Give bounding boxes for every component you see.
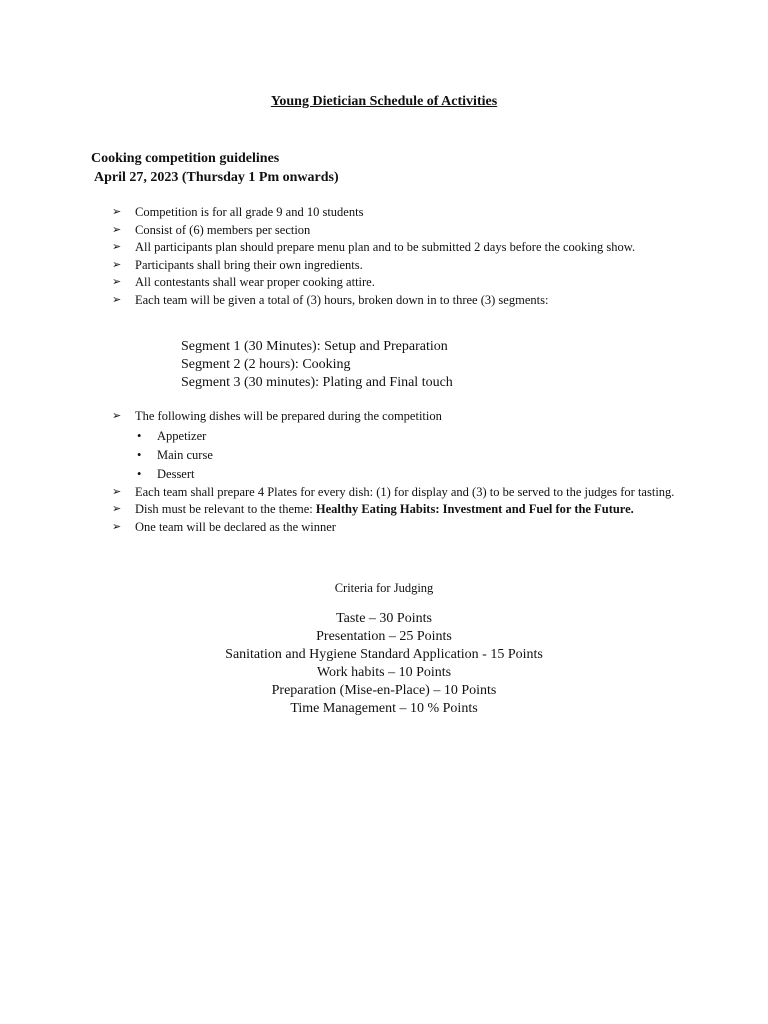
guideline-text: Consist of (6) members per section (135, 222, 311, 237)
list-item (112, 484, 678, 502)
list-item (112, 274, 678, 292)
list-item (135, 465, 678, 484)
criteria-item: Preparation (Mise-en-Place) – 10 Points (271, 683, 497, 698)
arrow-bullet-icon: ➢ (112, 258, 122, 271)
dish-name: Main curse (157, 447, 213, 462)
arrow-bullet-icon: ➢ (112, 485, 122, 498)
list-item (135, 427, 678, 446)
document-title: Young Dietician Schedule of Activities (270, 94, 498, 109)
arrow-bullet-icon: ➢ (112, 206, 122, 218)
list-item (112, 519, 678, 537)
dot-bullet-icon: • (137, 428, 142, 443)
segments-block (181, 338, 453, 392)
guideline-text: Participants shall bring their own ingredients. (135, 257, 363, 272)
guideline-text: Each team will be given a total of (3) hours, broken down in to three (3) segments: (135, 292, 549, 307)
theme-text: Healthy Eating Habits: Investment and Fuel for the Future. (315, 502, 634, 516)
guidelines-list (112, 204, 678, 309)
list-item (112, 408, 678, 484)
criteria-item: Presentation – 25 Points (316, 629, 452, 644)
segment-line: Segment 1 (30 Minutes): Setup and Preparation (181, 339, 448, 354)
criteria-title: Criteria for Judging (334, 581, 434, 595)
arrow-bullet-icon: ➢ (112, 223, 122, 236)
dish-name: Dessert (157, 466, 195, 481)
event-date: April 27, 2023 (Thursday 1 Pm onwards) (94, 170, 339, 185)
list-item (112, 222, 678, 240)
guideline-text: Competition is for all grade 9 and 10 students (135, 205, 364, 219)
criteria-item: Taste – 30 Points (336, 611, 432, 626)
rules-list (112, 408, 678, 536)
dot-bullet-icon: • (137, 447, 142, 462)
arrow-bullet-icon: ➢ (112, 503, 122, 515)
criteria-list (0, 610, 768, 718)
arrow-bullet-icon: ➢ (112, 293, 122, 306)
list-item (112, 501, 678, 519)
arrow-bullet-icon: ➢ (112, 520, 122, 533)
guideline-text: All participants plan should prepare menu plan and to be submitted 2 days before the cooking show. (135, 240, 636, 254)
dishes-list (135, 427, 678, 484)
segment-line: Segment 3 (30 minutes): Plating and Final touch (181, 375, 453, 390)
guideline-text: All contestants shall wear proper cooking attire. (135, 275, 375, 289)
list-item (112, 292, 678, 310)
list-item (135, 446, 678, 465)
section-heading: Cooking competition guidelines (91, 151, 280, 166)
list-item (112, 257, 678, 275)
dishes-intro: The following dishes will be prepared during the competition (135, 409, 442, 423)
list-item (112, 204, 678, 222)
segment-line: Segment 2 (2 hours): Cooking (181, 357, 351, 372)
dot-bullet-icon: • (137, 466, 142, 481)
criteria-item: Sanitation and Hygiene Standard Application - 15 Points (225, 647, 543, 662)
list-item (112, 239, 678, 257)
plates-rule: Each team shall prepare 4 Plates for every dish: (1) for display and (3) to be served to the judges for tasting. (135, 484, 675, 499)
arrow-bullet-icon: ➢ (112, 410, 122, 422)
dish-name: Appetizer (157, 428, 207, 443)
winner-rule: One team will be declared as the winner (135, 519, 336, 534)
arrow-bullet-icon: ➢ (112, 241, 122, 253)
arrow-bullet-icon: ➢ (112, 276, 122, 288)
theme-prefix: Dish must be relevant to the theme: (135, 502, 316, 516)
criteria-item: Time Management – 10 % Points (290, 701, 478, 716)
criteria-item: Work habits – 10 Points (316, 665, 452, 680)
